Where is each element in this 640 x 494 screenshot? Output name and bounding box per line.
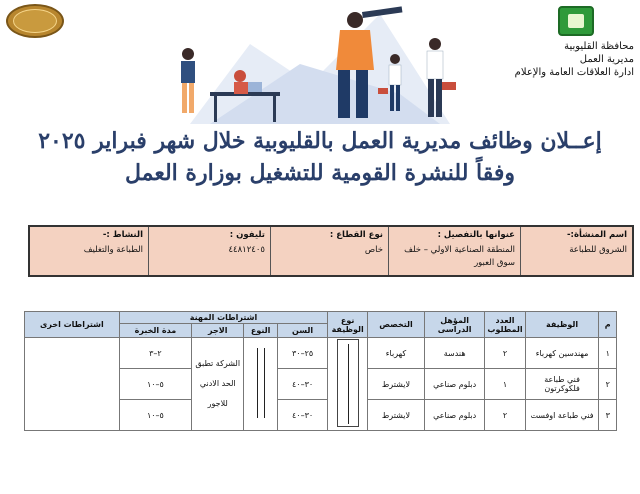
job-type-cell — [328, 338, 368, 431]
announcement-title: إعــلان وظائف مديرية العمل بالقليوبية خلال شهر فبراير ٢٠٢٥ — [38, 128, 602, 154]
row-job: فني طباعة فلكوكرتون — [525, 369, 599, 400]
row-job: فني طباعة اوفست — [525, 400, 599, 431]
company-sector-value: خاص — [364, 245, 383, 255]
company-phone-cell — [148, 227, 270, 275]
header-other: اشتراطات اخرى — [25, 312, 120, 338]
subheader-gender: النوع — [244, 324, 277, 338]
row-specialization: كهرباء — [368, 338, 425, 369]
company-info-table — [28, 225, 634, 277]
row-job: مهندسين كهرباء — [525, 338, 599, 369]
header-conditions: اشتراطات المهنة — [119, 312, 327, 324]
company-sector-cell — [270, 227, 388, 275]
subheader-experience: مدة الخبرة — [119, 324, 191, 338]
row-specialization: لايشترط — [368, 400, 425, 431]
company-phone-label: تليفون : — [229, 230, 265, 240]
row-experience: ٥–١٠ — [119, 400, 191, 431]
table-row — [25, 338, 617, 369]
row-experience: ٥–١٠ — [119, 369, 191, 400]
row-qualification: هندسة — [424, 338, 485, 369]
governorate-logo-icon — [558, 6, 594, 36]
header-count: العدد المطلوب — [485, 312, 525, 338]
gender-cell — [244, 338, 277, 431]
row-num: ١ — [599, 338, 617, 369]
company-phone-value: ٤٤٨١٢٤٠٥ — [228, 245, 265, 255]
row-count: ٢ — [485, 338, 525, 369]
company-name-value: الشروق للطباعة — [569, 245, 627, 255]
row-specialization: لايشترط — [368, 369, 425, 400]
row-qualification: دبلوم صناعي — [424, 400, 485, 431]
header-specialization: التخصص — [368, 312, 425, 338]
organization-block — [454, 40, 634, 79]
row-experience: ٢–٣ — [119, 338, 191, 369]
other-conditions-cell — [25, 338, 120, 431]
company-activity-label: النشاط :- — [102, 230, 143, 240]
header-job-type: نوع الوظيفة — [328, 312, 368, 338]
row-age: ٣٠–٤٠ — [277, 369, 327, 400]
row-age: ٢٥–٣٠ — [277, 338, 327, 369]
company-activity-cell — [30, 227, 148, 275]
business-team-illustration — [150, 4, 460, 126]
row-num: ٢ — [599, 369, 617, 400]
subheader-salary: الاجر — [192, 324, 244, 338]
header-num: م — [599, 312, 617, 338]
org-line-directorate: مديرية العمل — [579, 54, 634, 65]
header-job: الوظيفة — [525, 312, 599, 338]
egypt-seal-icon — [6, 4, 64, 38]
row-num: ٣ — [599, 400, 617, 431]
company-sector-label: نوع القطاع : — [329, 230, 383, 240]
gender-bracket — [257, 348, 265, 418]
subheader-age: السن — [277, 324, 327, 338]
company-activity-value: الطباعة والتغليف — [83, 245, 143, 255]
row-count: ١ — [485, 369, 525, 400]
row-count: ٢ — [485, 400, 525, 431]
row-qualification: دبلوم صناعي — [424, 369, 485, 400]
company-name-cell — [520, 227, 632, 275]
org-line-department: ادارة العلاقات العامة والإعلام — [514, 67, 634, 78]
company-address-label: عنوانها بالتفصيل : — [437, 230, 515, 240]
company-address-value: المنطقة الصناعية الاولي – خلف سوق العبور — [404, 245, 515, 268]
salary-cell: الشركة تطبق الحد الادني للاجور — [192, 338, 244, 431]
jobs-table — [24, 311, 617, 431]
header-qualification: المؤهل الدراسى — [424, 312, 485, 338]
org-line-governorate: محافظة القليوبية — [564, 41, 634, 52]
job-type-box — [337, 339, 359, 427]
company-address-cell — [388, 227, 520, 275]
row-age: ٣٠–٤٠ — [277, 400, 327, 431]
company-name-label: اسم المنشأة:- — [567, 230, 627, 240]
announcement-subtitle: وفقاً للنشرة القومية للتشغيل بوزارة العمل — [124, 160, 516, 186]
